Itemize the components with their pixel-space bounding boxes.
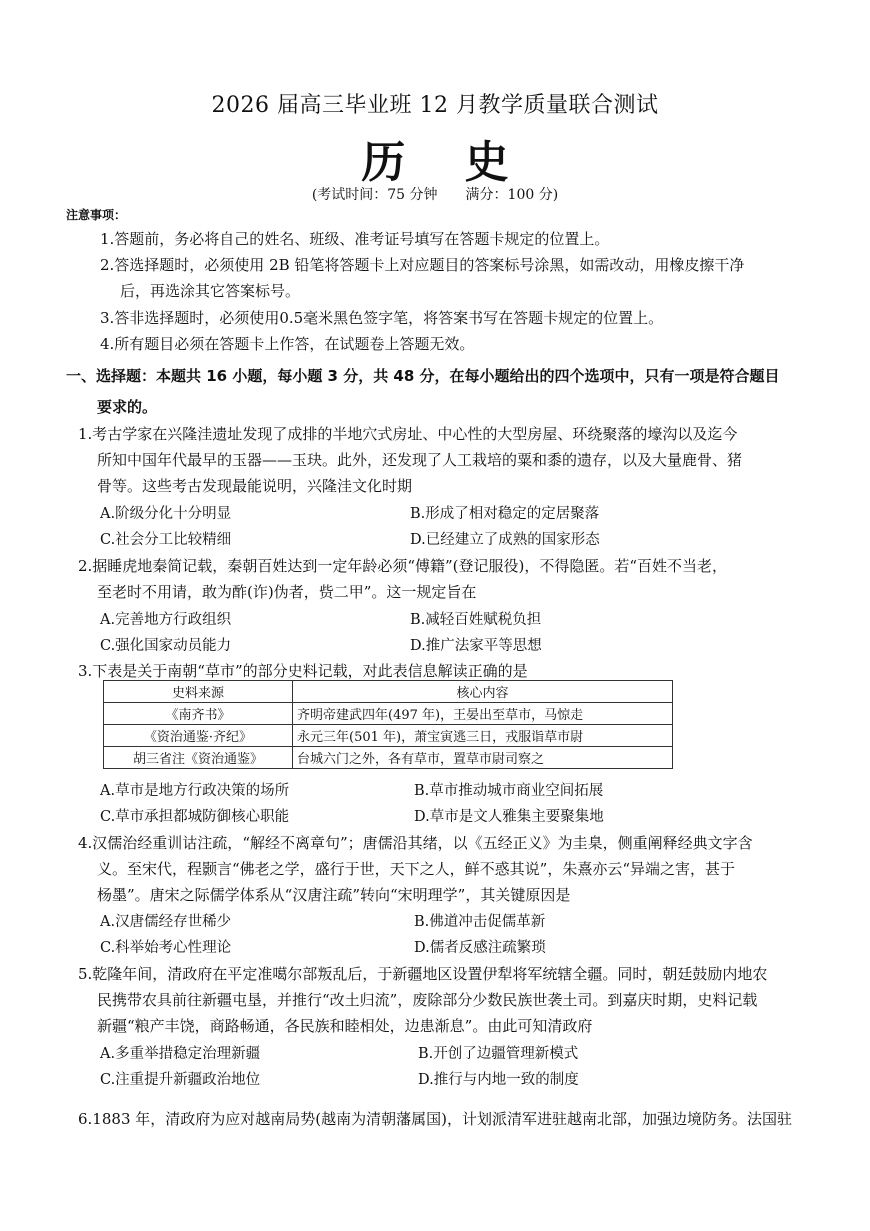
table-cell: 永元三年(501 年)，萧宝寅逃三日，戎服诣草市尉 — [293, 725, 673, 747]
question-1-text: 所知中国年代最早的玉器——玉玦。此外，还发现了人工栽培的粟和黍的遗存，以及大量鹿骨、猪 — [97, 451, 743, 469]
table-header: 核心内容 — [293, 681, 673, 703]
option-a: A.完善地方行政组织 — [100, 612, 232, 628]
option-d: D.已经建立了成熟的国家形态 — [410, 532, 600, 548]
table-header: 史料来源 — [104, 681, 293, 703]
option-c: C.科举始考心性理论 — [100, 940, 232, 956]
option-b: B.形成了相对稳定的定居聚落 — [410, 506, 600, 522]
question-1-text: 1.考古学家在兴隆洼遗址发现了成排的半地穴式房址、中心性的大型房屋、环绕聚落的壕沟以及迄今 — [78, 425, 738, 443]
question-4-text: 杨墨”。唐宋之际儒学体系从“汉唐注疏”转向“宋明理学”，其关键原因是 — [97, 886, 571, 904]
table-cell: 《资治通鉴·齐纪》 — [104, 725, 293, 747]
table-cell: 齐明帝建武四年(497 年)，王晏出至草市，马惊走 — [293, 703, 673, 725]
question-1-text: 骨等。这些考古发现最能说明，兴隆洼文化时期 — [97, 477, 413, 495]
question-2-text: 2.据睡虎地秦简记载，秦朝百姓达到一定年龄必须“傅籍”(登记服役)，不得隐匿。若“百姓不当老， — [78, 557, 728, 575]
question-4-text: 4.汉儒治经重训诂注疏，“解经不离章句”；唐儒沿其绪，以《五经正义》为圭臬，侧重阐释经典文字含 — [78, 834, 753, 852]
source-table — [103, 680, 673, 769]
question-3-text: 3.下表是关于南朝“草市”的部分史料记载，对此表信息解读正确的是 — [78, 662, 528, 680]
option-a: A.草市是地方行政决策的场所 — [100, 783, 290, 799]
notice-item: 4.所有题目必须在答题卡上作答，在试题卷上答题无效。 — [100, 335, 475, 353]
option-b: B.开创了边疆管理新模式 — [418, 1046, 579, 1062]
option-a: A.阶级分化十分明显 — [100, 506, 232, 522]
table-header-row — [104, 681, 673, 703]
option-c: C.注重提升新疆政治地位 — [100, 1072, 261, 1088]
notice-item: 2.答选择题时，必须使用 2B 铅笔将答题卡上对应题目的答案标号涂黑，如需改动，用橡皮擦干净 — [100, 256, 745, 274]
option-d: D.草市是文人雅集主要聚集地 — [414, 809, 604, 825]
notice-item: 1.答题前，务必将自己的姓名、班级、准考证号填写在答题卡规定的位置上。 — [100, 230, 610, 248]
option-d: D.推行与内地一致的制度 — [418, 1072, 579, 1088]
option-a: A.多重举措稳定治理新疆 — [100, 1046, 261, 1062]
table-row — [104, 703, 673, 725]
table-row — [104, 747, 673, 769]
question-5-text: 新疆“粮产丰饶，商路畅通，各民族和睦相处，边患渐息”。由此可知清政府 — [97, 1017, 593, 1035]
option-b: B.佛道冲击促儒革新 — [414, 914, 546, 930]
question-5-text: 5.乾隆年间，清政府在平定准噶尔部叛乱后，于新疆地区设置伊犁将军统辖全疆。同时，朝廷鼓励内地农 — [78, 965, 768, 983]
exam-info: (考试时间：75 分钟 满分：100 分) — [311, 187, 559, 203]
option-b: B.减轻百姓赋税负担 — [410, 612, 542, 628]
subject-title: 历 史 — [361, 137, 531, 188]
option-b: B.草市推动城市商业空间拓展 — [414, 783, 604, 799]
section-heading-cont: 要求的。 — [97, 398, 158, 416]
notice-heading: 注意事项： — [66, 208, 127, 222]
table-cell: 台城六门之外，各有草市，置草市尉司察之 — [293, 747, 673, 769]
option-a: A.汉唐儒经存世稀少 — [100, 914, 232, 930]
exam-title: 2026 届高三毕业班 12 月教学质量联合测试 — [211, 93, 659, 118]
option-d: D.儒者反感注疏繁琐 — [414, 940, 546, 956]
table-row — [104, 725, 673, 747]
question-2-text: 至老时不用请，敢为酢(诈)伪者，赀二甲”。这一规定旨在 — [97, 583, 477, 601]
section-heading: 一、选择题：本题共 16 小题，每小题 3 分，共 48 分，在每小题给出的四个选项中，只有一项是符合题目 — [66, 367, 780, 385]
table-cell: 《南齐书》 — [104, 703, 293, 725]
question-6-text: 6.1883 年，清政府为应对越南局势(越南为清朝藩属国)，计划派清军进驻越南北部，加强边境防务。法国驻 — [78, 1110, 792, 1128]
question-5-text: 民携带农具前往新疆屯垦，并推行“改土归流”，废除部分少数民族世袭土司。到嘉庆时期，史料记载 — [97, 991, 758, 1009]
option-c: C.社会分工比较精细 — [100, 532, 232, 548]
notice-item: 3.答非选择题时，必须使用0.5毫米黑色签字笔，将答案书写在答题卡规定的位置上。 — [100, 309, 664, 327]
option-d: D.推广法家平等思想 — [410, 638, 542, 654]
notice-item: 后，再选涂其它答案标号。 — [120, 282, 301, 300]
question-4-text: 义。至宋代，程颢言“佛老之学，盛行于世，天下之人，鲜不惑其说”，朱熹亦云“异端之害，甚于 — [97, 860, 736, 878]
table-cell: 胡三省注《资治通鉴》 — [104, 747, 293, 769]
option-c: C.草市承担都城防御核心职能 — [100, 809, 290, 825]
option-c: C.强化国家动员能力 — [100, 638, 232, 654]
